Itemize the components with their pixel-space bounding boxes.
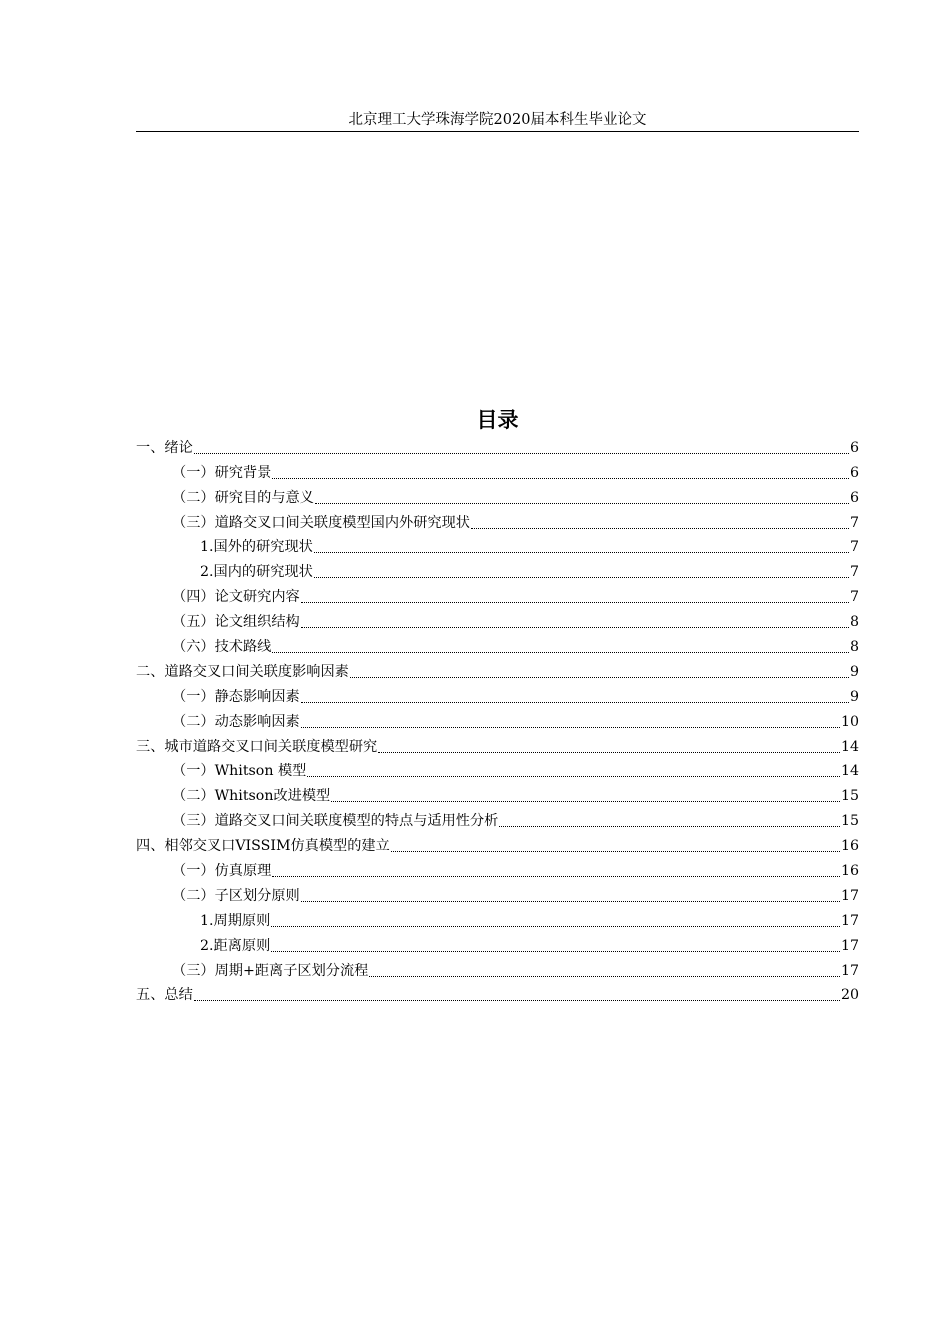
toc-entry-label: 四、相邻交叉口VISSIM仿真模型的建立 (136, 838, 390, 855)
dot-leader (301, 727, 840, 728)
toc-entry[interactable] (136, 682, 859, 707)
toc-entry[interactable] (136, 981, 859, 1006)
toc-entry-page-number: 14 (840, 738, 859, 755)
dot-leader (272, 478, 849, 479)
toc-entry-label: 1.国外的研究现状 (200, 539, 313, 556)
dot-leader (271, 951, 840, 952)
dot-leader (301, 602, 849, 603)
dot-leader (301, 901, 840, 902)
dot-leader (194, 1000, 840, 1001)
toc-title: 目录 (476, 408, 519, 432)
dot-leader (369, 976, 840, 977)
toc-entry[interactable] (136, 582, 859, 607)
toc-entry-page-number: 7 (849, 514, 859, 531)
toc-entry-label: 二、道路交叉口间关联度影响因素 (136, 663, 349, 680)
toc-entry-label: 2.国内的研究现状 (200, 564, 313, 581)
dot-leader (331, 801, 840, 802)
toc-entry-page-number: 9 (849, 688, 859, 705)
toc-entry-page-number: 7 (849, 564, 859, 581)
toc-entry[interactable] (136, 632, 859, 657)
dot-leader (272, 876, 840, 877)
toc-entry-page-number: 17 (840, 962, 859, 979)
dot-leader (378, 752, 840, 753)
toc-entry-page-number: 7 (849, 539, 859, 556)
toc-list (136, 433, 859, 1005)
toc-entry-label: （一）Whitson 模型 (172, 763, 307, 780)
toc-entry[interactable] (136, 906, 859, 931)
running-header: 北京理工大学珠海学院2020届本科生毕业论文 (348, 112, 647, 128)
toc-entry-page-number: 15 (840, 788, 859, 805)
toc-entry-label: 2.距离原则 (200, 937, 271, 954)
toc-entry-label: （一）静态影响因素 (172, 688, 300, 705)
toc-entry-label: 三、城市道路交叉口间关联度模型研究 (136, 738, 378, 755)
toc-entry-label: （二）动态影响因素 (172, 713, 300, 730)
toc-entry[interactable] (136, 881, 859, 906)
toc-entry[interactable] (136, 732, 859, 757)
toc-entry[interactable] (136, 781, 859, 806)
dot-leader (350, 677, 849, 678)
toc-entry[interactable] (136, 806, 859, 831)
toc-entry-label: 1.周期原则 (200, 912, 271, 929)
toc-entry-label: 一、绪论 (136, 439, 193, 456)
dot-leader (471, 528, 849, 529)
toc-entry-label: （三）周期+距离子区划分流程 (172, 962, 369, 979)
toc-entry[interactable] (136, 557, 859, 582)
toc-entry-label: （三）道路交叉口间关联度模型国内外研究现状 (172, 514, 470, 531)
dot-leader (301, 627, 849, 628)
toc-entry-page-number: 8 (849, 614, 859, 631)
toc-entry[interactable] (136, 956, 859, 981)
toc-entry-label: （二）子区划分原则 (172, 887, 300, 904)
toc-entry-page-number: 10 (840, 713, 859, 730)
toc-entry-label: （五）论文组织结构 (172, 614, 300, 631)
toc-entry-label: （二）Whitson改进模型 (172, 788, 331, 805)
dot-leader (194, 453, 849, 454)
toc-entry[interactable] (136, 607, 859, 632)
toc-entry-page-number: 14 (840, 763, 859, 780)
toc-entry-page-number: 6 (849, 489, 859, 506)
toc-entry[interactable] (136, 533, 859, 558)
dot-leader (499, 826, 840, 827)
toc-entry-label: （二）研究目的与意义 (172, 489, 314, 506)
dot-leader (314, 552, 849, 553)
toc-entry-page-number: 9 (849, 663, 859, 680)
toc-entry-page-number: 6 (849, 439, 859, 456)
dot-leader (314, 577, 849, 578)
toc-entry[interactable] (136, 757, 859, 782)
toc-entry-label: 五、总结 (136, 987, 193, 1004)
toc-entry[interactable] (136, 657, 859, 682)
dot-leader (391, 851, 840, 852)
dot-leader (307, 776, 840, 777)
toc-entry-label: （三）道路交叉口间关联度模型的特点与适用性分析 (172, 813, 499, 830)
toc-entry-page-number: 17 (840, 937, 859, 954)
toc-entry[interactable] (136, 458, 859, 483)
toc-entry-label: （一）仿真原理 (172, 863, 272, 880)
toc-entry-page-number: 15 (840, 813, 859, 830)
toc-entry[interactable] (136, 483, 859, 508)
toc-entry-page-number: 17 (840, 912, 859, 929)
toc-entry-page-number: 16 (840, 863, 859, 880)
toc-entry-page-number: 17 (840, 887, 859, 904)
toc-entry-page-number: 16 (840, 838, 859, 855)
dot-leader (301, 702, 849, 703)
toc-entry-page-number: 6 (849, 464, 859, 481)
dot-leader (272, 652, 849, 653)
toc-entry-page-number: 8 (849, 639, 859, 656)
toc-entry-label: （六）技术路线 (172, 639, 272, 656)
toc-entry[interactable] (136, 856, 859, 881)
header-rule (136, 131, 859, 132)
toc-entry-label: （一）研究背景 (172, 464, 272, 481)
toc-entry[interactable] (136, 433, 859, 458)
dot-leader (271, 926, 840, 927)
toc-entry[interactable] (136, 508, 859, 533)
toc-entry-page-number: 7 (849, 589, 859, 606)
toc-entry[interactable] (136, 831, 859, 856)
toc-entry-label: （四）论文研究内容 (172, 589, 300, 606)
toc-entry[interactable] (136, 931, 859, 956)
dot-leader (315, 503, 849, 504)
toc-entry[interactable] (136, 707, 859, 732)
toc-entry-page-number: 20 (840, 987, 859, 1004)
